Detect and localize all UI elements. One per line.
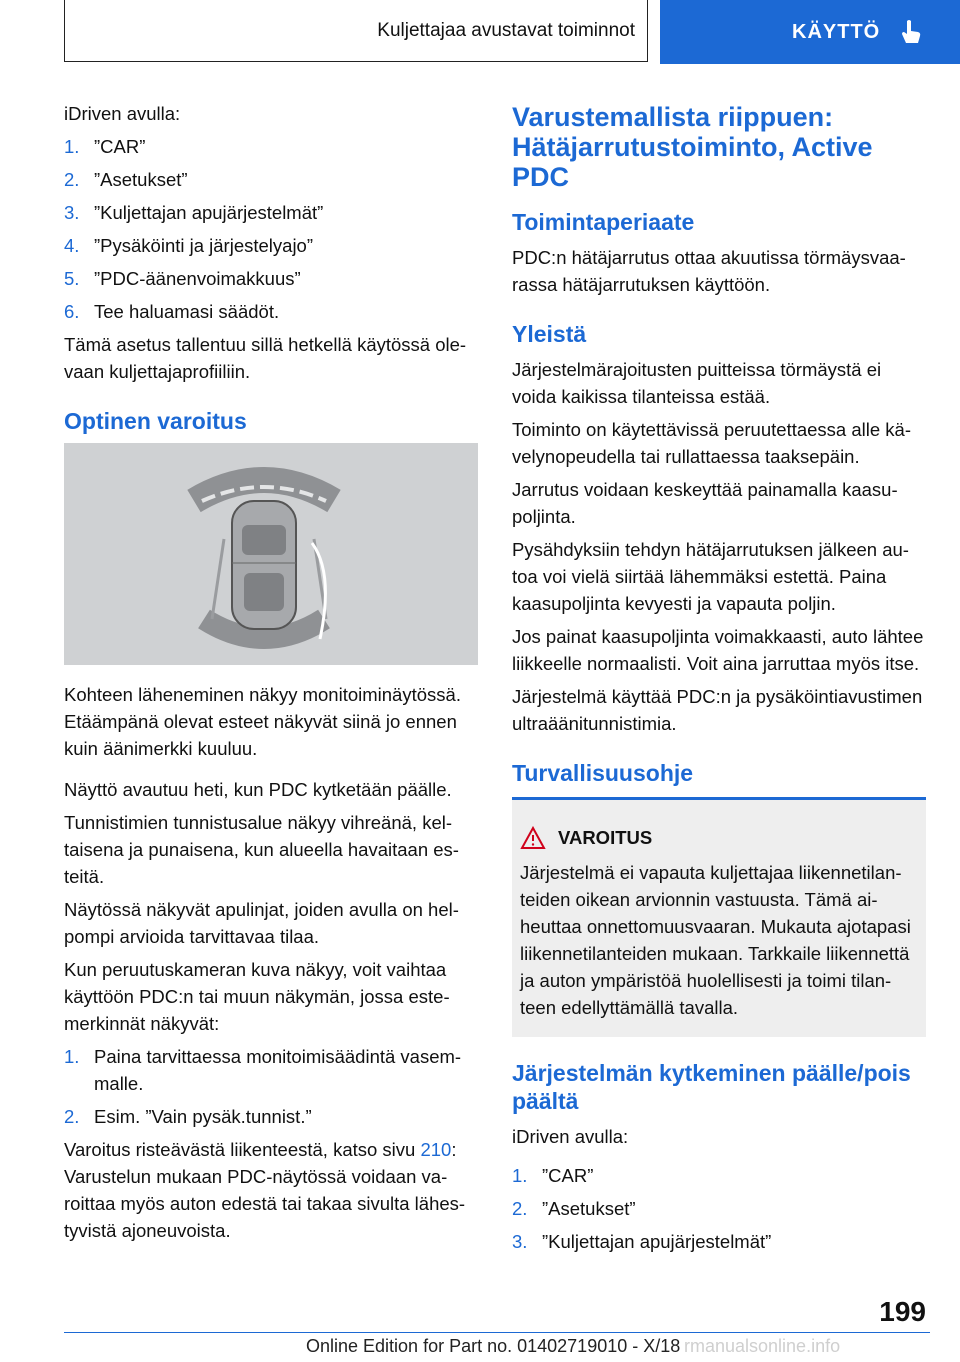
general-paragraph-6: Järjestelmä käyttää PDC:n ja pysäköintiavustimen ultraäänitunnistimia. <box>512 686 923 734</box>
list-item: 4. ”Pysäköinti ja järjestelyajo” <box>64 235 314 256</box>
watermark-text: rmanualsonline.info <box>684 1336 841 1356</box>
list-item: 3. ”Kuljettajan apujärjestelmät” <box>64 202 324 223</box>
warning-title: VAROITUS <box>558 827 653 848</box>
display-paragraph: Näyttö avautuu heti, kun PDC kytketään päälle. <box>64 779 452 800</box>
camera-paragraph: Kun peruutuskameran kuva näkyy, voit vaihtaa käyttöön PDC:n tai muun näkymän, jossa estemerkinnät näkyvät: <box>64 959 450 1034</box>
right-column <box>512 100 926 1261</box>
hand-pointer-icon <box>900 19 922 45</box>
warning-text: Järjestelmä ei vapauta kuljettajaa liikennetilanteiden oikean arvionnin vastuusta. Tämä aiheuttaa onnettomuusvaaran. Mukauta ajotapasi liikennetilanteiden mukaan. Tarkkaile liikennettä ja auton ympäristöä huolellisesti ja toimi tilanteen edellyttämällä tavalla. <box>520 862 911 1018</box>
pdc-display-figure <box>64 443 478 665</box>
list-item: 2. ”Asetukset” <box>512 1198 636 1219</box>
header-chapter-tab <box>660 0 960 64</box>
main-heading: Varustemallista riippuen: Hätäjarrutustoiminto, Active PDC <box>512 102 873 192</box>
page-number: 199 <box>879 1296 926 1327</box>
steps-list-1 <box>64 133 478 325</box>
onoff-heading: Järjestelmän kytkeminen päälle/pois päältä <box>512 1060 911 1114</box>
steps-list-3 <box>512 1162 926 1255</box>
figure-caption: Kohteen läheneminen näkyy monitoiminäytössä. Etäämpänä olevat esteet näkyvät siinä jo ennen kuin äänimerkki kuuluu. <box>64 684 461 759</box>
car-top-view-illustration <box>64 443 478 665</box>
safety-heading: Turvallisuusohje <box>512 760 694 786</box>
chapter-label: KÄYTTÖ <box>792 20 881 43</box>
idrive-intro: iDriven avulla: <box>64 103 181 124</box>
optical-warning-heading: Optinen varoitus <box>64 408 247 434</box>
warning-title-row <box>520 824 918 851</box>
profile-note: Tämä asetus tallentuu sillä hetkellä käytössä olevaan kuljettajaprofiiliin. <box>64 334 467 382</box>
list-item: 1. Paina tarvittaessa monitoimisäädintä vasemmalle. <box>64 1046 462 1094</box>
guides-paragraph: Näytössä näkyvät apulinjat, joiden avulla on helpompi arvioida tarvittavaa tilaa. <box>64 899 459 947</box>
list-item: 2. ”Asetukset” <box>64 169 188 190</box>
general-paragraph-5: Jos painat kaasupoljinta voimakkaasti, auto lähtee liikkeelle normaalisti. Voit aina jarruttaa myös itse. <box>512 626 924 674</box>
idrive-intro-right: iDriven avulla: <box>512 1126 629 1147</box>
list-item: 6. Tee haluamasi säädöt. <box>64 301 280 322</box>
steps-list-2 <box>64 1043 478 1130</box>
general-heading: Yleistä <box>512 321 587 347</box>
list-item: 3. ”Kuljettajan apujärjestelmät” <box>512 1231 772 1252</box>
list-item: 5. ”PDC-äänenvoimakkuus” <box>64 268 301 289</box>
footer-divider <box>64 1332 930 1333</box>
principle-heading: Toimintaperiaate <box>512 209 695 235</box>
left-column <box>64 100 478 1250</box>
principle-text: PDC:n hätäjarrutus ottaa akuutissa törmäysvaarassa hätäjarrutuksen käyttöön. <box>512 247 906 295</box>
warning-box <box>512 797 926 1037</box>
general-paragraph-2: Toiminto on käytettävissä peruutettaessa alle kävelynopeudella tai rullattaessa taaksepäin. <box>512 419 911 467</box>
cross-traffic-paragraph: Varoitus risteävästä liikenteestä, katso sivu 210: <box>64 1139 457 1160</box>
list-item: 1. ”CAR” <box>512 1165 594 1186</box>
edition-text: Online Edition for Part no. 01402719010 - X/18 <box>306 1336 681 1356</box>
general-paragraph-3: Jarrutus voidaan keskeyttää painamalla kaasupoljinta. <box>512 479 898 527</box>
general-paragraph-4: Pysähdyksiin tehdyn hätäjarrutuksen jälkeen autoa voi vielä siirtää lähemmäksi estettä. Paina kaasupoljinta kevyesti ja vapauta poljin. <box>512 539 909 614</box>
list-item: 1. ”CAR” <box>64 136 146 157</box>
list-item: 2. Esim. ”Vain pysäk.tunnist.” <box>64 1106 312 1127</box>
warning-triangle-icon <box>520 826 546 850</box>
general-paragraph-1: Järjestelmärajoitusten puitteissa törmäystä ei voida kaikissa tilanteissa estää. <box>512 359 882 407</box>
page-link[interactable]: 210 <box>420 1139 452 1160</box>
header-section-title: Kuljettajaa avustavat toiminnot <box>64 0 648 62</box>
equipment-paragraph: Varustelun mukaan PDC-näytössä voidaan varoittaa myös auton edestä tai takaa sivulta lähestyvistä ajoneuvoista. <box>64 1166 466 1241</box>
sensors-paragraph: Tunnistimien tunnistusalue näkyy vihreänä, keltaisena ja punaisena, kun alueella havaitaan esteitä. <box>64 812 459 887</box>
